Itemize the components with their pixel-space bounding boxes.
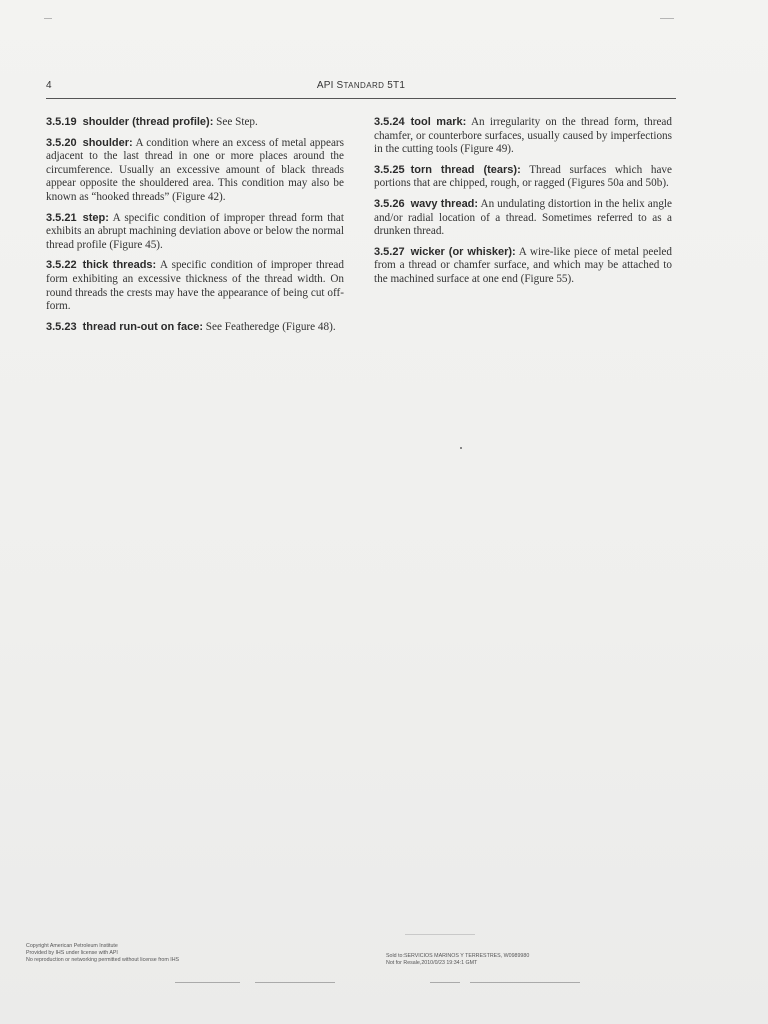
definition-entry (46, 212, 344, 253)
entry-number: 3.5.19 (46, 116, 77, 128)
entry-text: See Featheredge (Figure 48). (205, 320, 336, 333)
entry-term: shoulder: (82, 136, 133, 149)
definition-entry (46, 321, 344, 335)
definition-entry (46, 116, 344, 130)
entry-text: A specific condition of improper thread form that exhibits an abrupt machining deviation above or below the normal thread profile (Figure 45). (46, 211, 344, 251)
entry-term: wicker (or whisker): (410, 245, 516, 258)
definition-entry (374, 116, 672, 157)
entry-number: 3.5.23 (46, 320, 77, 333)
entry-term: step: (82, 211, 109, 224)
entry-number: 3.5.26 (374, 197, 405, 210)
page-header (46, 80, 676, 99)
running-head-suffix: 5T1 (384, 80, 406, 91)
entry-number: 3.5.27 (374, 245, 405, 258)
copyright-line: Provided by IHS under license with API (26, 950, 118, 956)
running-head (46, 80, 676, 91)
entry-number: 3.5.22 (46, 259, 77, 272)
entry-number: 3.5.24 (374, 116, 405, 128)
entry-text: Thread surfaces which have portions that are chipped, rough, or ragged (Figures 50a and 50b). (374, 163, 672, 190)
scan-speck (460, 447, 462, 449)
definition-entry (46, 137, 344, 205)
scan-mark (44, 18, 52, 19)
copyright-line: Copyright American Petroleum Institute (26, 943, 118, 949)
entry-term: torn thread (tears): (410, 163, 521, 176)
copyright-notice (26, 943, 179, 964)
definition-entry (374, 246, 672, 287)
entry-text: A specific condition of improper thread form exhibiting an excessive thickness of the thread width. On round threads the crests may have the appearance of being cut off-form. (46, 259, 344, 313)
left-column (46, 116, 344, 341)
copyright-line: No reproduction or networking permitted without license from IHS (26, 957, 180, 963)
page-number: 4 (46, 80, 52, 91)
entry-number: 3.5.21 (46, 211, 77, 224)
entry-text: A condition where an excess of metal appears adjacent to the last thread in one or more places around the circumference. Usually an excessive amount of black threads appear opposite the shouldered area. This condition may also be known as “hooked threads” (Figure 42). (46, 136, 344, 203)
entry-number: 3.5.20 (46, 136, 77, 149)
entry-term: wavy thread: (410, 197, 479, 210)
entry-number: 3.5.25 (374, 163, 405, 176)
definition-entry (374, 164, 672, 191)
entry-text: An undulating distortion in the helix angle and/or radial location of a thread. Sometimes referred to as a drunken thread. (374, 197, 672, 238)
right-column (374, 116, 672, 294)
definition-entry (46, 259, 344, 313)
scan-mark (405, 934, 475, 935)
entry-text: See Step. (216, 116, 258, 128)
entry-term: thick threads: (82, 259, 157, 272)
entry-term: thread run-out on face: (82, 320, 203, 333)
scan-mark (660, 18, 674, 19)
definition-entry (374, 198, 672, 239)
license-line: Sold to:SERVICIOS MARINOS Y TERRESTRES, W0989980 (386, 953, 530, 959)
entry-text: A wire-like piece of metal peeled from a thread or chamfer surface, and which may be attached to the machined surface at one end (Figure 55). (374, 245, 672, 285)
running-head-prefix: API S (316, 80, 344, 91)
license-notice (386, 953, 529, 967)
footer-rule (255, 982, 335, 983)
entry-term: tool mark: (410, 116, 467, 128)
footer-rule (430, 982, 460, 983)
footer-rule (175, 982, 240, 983)
running-head-smallcaps: TANDARD (343, 81, 385, 90)
license-line: Not for Resale,2010/0/23 19:34:1 GMT (386, 960, 478, 966)
entry-text: An irregularity on the thread form, thread chamfer, or counterbore surfaces, usually caused by imperfections in the cutting tools (Figure 49). (374, 116, 672, 156)
entry-term: shoulder (thread profile): (82, 116, 214, 128)
footer-rule (470, 982, 580, 983)
